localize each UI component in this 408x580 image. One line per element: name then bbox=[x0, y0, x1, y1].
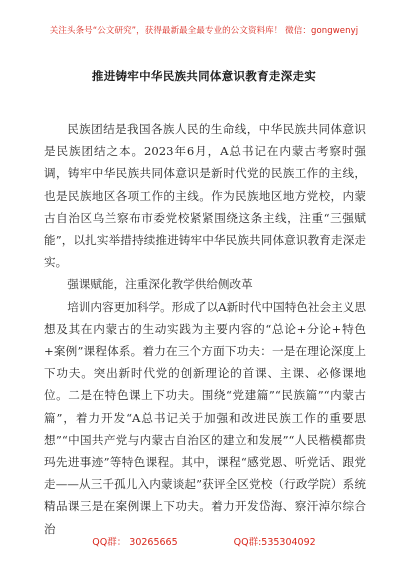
header-promo: 关注头条号“公文研究”，获得最新最全最专业的公文资料库！ 微信：gongwenyj bbox=[49, 26, 359, 36]
paragraph-content: 培训内容更加科学。形成了以A新时代中国特色社会主义思想及其在内蒙古的生动实践为主要内容的“总论+分论+特色+案例”课程体系。着力在三个方面下功夫：一是在理论深度上下功夫。突出新时代党的创新理论的首课、主课、必修课地位。二是在特色课上下功夫。围绕“党建篇”“民族篇”“内蒙古篇”，着力开发“A总书记关于加强和改进民族工作的重要思想”“中国共产党与内蒙古自治区的建立和发展”“人民楷模都贵玛先进事迹”等特色课程。其中，课程“感党恩、听党话、跟党走——从三千孤儿入内蒙谈起”获评全区党校（行政学院）系统精品课三是在案例课上下功夫。着力开发岱海、察汗淖尔综合治 bbox=[44, 299, 366, 536]
footer-contact bbox=[0, 534, 408, 548]
document-title: 推进铸牢中华民族共同体意识教育走深走实 bbox=[91, 69, 317, 83]
document-body bbox=[44, 118, 366, 540]
footer-qq-group-2: QQ群:535304092 bbox=[233, 537, 316, 548]
paragraph-intro: 民族团结是我国各族人民的生命线，中华民族共同体意识是民族团结之本。2023年6月，A总书记在内蒙古考察时强调，铸牢中华民族共同体意识是新时代党的民族工作的主线，也是民族地区各项工作的主线。作为民族地区地方党校，内蒙古自治区乌兰察布市委党校紧紧围绕这条主线，注重“三强赋能”，以扎实举措持续推进铸牢中华民族共同体意识教育走深走实。 bbox=[44, 122, 366, 270]
footer-qq-group-1: QQ群： 30265665 bbox=[92, 537, 178, 548]
section-subheading: 强课赋能，注重深化教学供给侧改革 bbox=[67, 277, 253, 292]
